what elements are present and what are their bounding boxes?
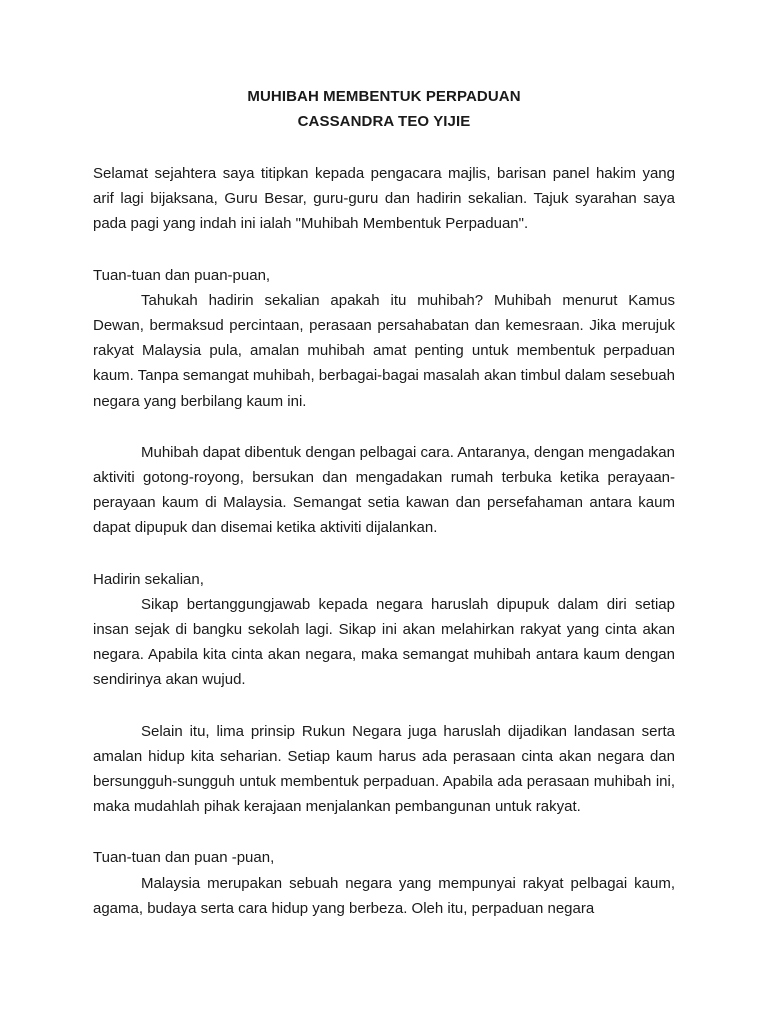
paragraph-opening: Selamat sejahtera saya titipkan kepada pengacara majlis, barisan panel hakim yang arif lagi bijaksana, Guru Besar, guru-guru dan hadirin sekalian. Tajuk syarahan saya pada pagi yang indah ini ialah "Muhibah Membentuk Perpaduan". (93, 165, 675, 233)
paragraph: Sikap bertanggungjawab kepada negara haruslah dipupuk dalam diri setiap insan sejak di bangku sekolah lagi. Sikap ini akan melahirkan rakyat yang cinta akan negara. Apabila kita cinta akan negara, maka semangat muhibah antara kaum dengan sendirinya akan wujud. (93, 595, 675, 689)
salutation: Tuan-tuan dan puan -puan, (93, 849, 275, 867)
paragraph: Selain itu, lima prinsip Rukun Negara juga haruslah dijadikan landasan serta amalan hidup kita seharian. Setiap kaum harus ada perasaan cinta akan negara dan bersungguh-sungguh untuk membentuk perpaduan. Apabila ada perasaan muhibah ini, maka mudahlah pihak kerajaan menjalankan pembangunan untuk rakyat. (93, 722, 675, 816)
paragraph: Malaysia merupakan sebuah negara yang mempunyai rakyat pelbagai kaum, agama, budaya serta cara hidup yang berbeza. Oleh itu, perpaduan negara (93, 874, 675, 917)
document-title: MUHIBAH MEMBENTUK PERPADUAN (247, 88, 521, 105)
salutation: Hadirin sekalian, (93, 570, 204, 588)
section-2 (93, 567, 675, 693)
document-author: CASSANDRA TEO YIJIE (297, 113, 471, 130)
document-page (93, 84, 675, 921)
salutation: Tuan-tuan dan puan-puan, (93, 266, 271, 284)
section-1 (93, 263, 675, 414)
paragraph: Tahukah hadirin sekalian apakah itu muhibah? Muhibah menurut Kamus Dewan, bermaksud percintaan, perasaan persahabatan dan kemesraan. Jika merujuk rakyat Malaysia pula, amalan muhibah amat penting untuk membentuk perpaduan kaum. Tanpa semangat muhibah, berbagai-bagai masalah akan timbul dalam sesebuah negara yang berbilang kaum ini. (93, 291, 675, 410)
paragraph: Muhibah dapat dibentuk dengan pelbagai cara. Antaranya, dengan mengadakan aktiviti gotong-royong, bersukan dan mengadakan rumah terbuka ketika perayaan-perayaan kaum di Malaysia. Semangat setia kawan dan persefahaman antara kaum dapat dipupuk dan disemai ketika aktiviti dijalankan. (93, 443, 675, 537)
section-3 (93, 845, 675, 921)
